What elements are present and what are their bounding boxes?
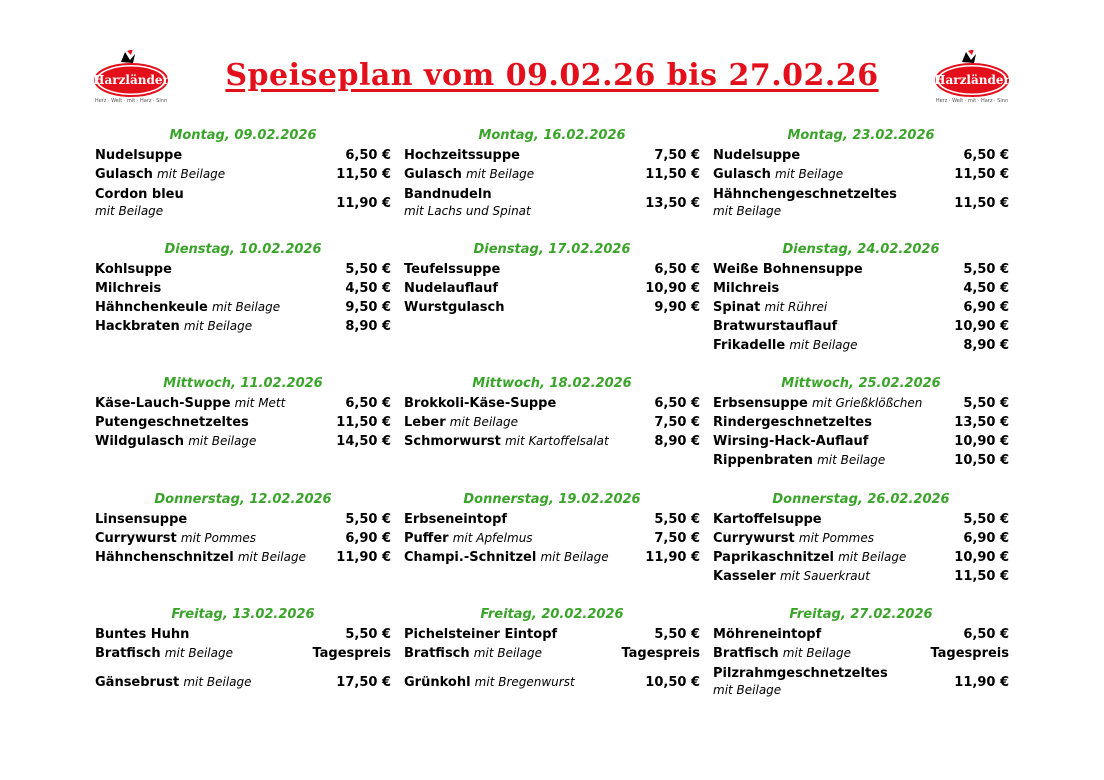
dish-side: mit Beilage xyxy=(164,646,233,660)
day-block xyxy=(404,374,700,451)
dish xyxy=(95,281,161,297)
dish-name: Bratfisch xyxy=(404,646,470,661)
dish-side: mit Kartoffelsalat xyxy=(504,434,609,448)
dish-name: Linsensuppe xyxy=(95,511,188,527)
menu-item xyxy=(95,529,391,548)
dish-price: 9,50 € xyxy=(345,300,391,315)
dish-side: mit Beilage xyxy=(95,204,164,218)
menu-item xyxy=(713,567,1009,586)
dish xyxy=(713,299,827,316)
dish xyxy=(404,187,531,219)
dish xyxy=(404,396,556,412)
dish xyxy=(713,512,822,528)
dish-side: mit Beilage xyxy=(183,319,253,333)
dish xyxy=(95,512,187,528)
menu-item xyxy=(404,644,700,663)
dish xyxy=(404,433,609,450)
dish-name: Bratfisch xyxy=(95,646,161,661)
menu-item xyxy=(95,317,391,336)
day-block xyxy=(404,240,700,317)
dish xyxy=(713,666,888,698)
dish-price: 6,90 € xyxy=(963,300,1009,315)
dish-side: mit Grießklößchen xyxy=(811,396,923,410)
menu-item xyxy=(95,165,391,184)
dish xyxy=(404,549,609,566)
svg-text:Harzländer: Harzländer xyxy=(93,73,169,87)
dish-side: mit Beilage xyxy=(237,550,306,564)
dish-name: Kartoffelsuppe xyxy=(713,511,822,527)
dish-price: 6,50 € xyxy=(654,262,700,277)
dish-price: 5,50 € xyxy=(654,512,700,527)
dish-name: Nudelauflauf xyxy=(404,280,499,296)
day-block xyxy=(95,240,391,336)
day-block xyxy=(404,490,700,567)
dish-name: Bandnudeln xyxy=(404,187,492,202)
dish xyxy=(713,434,868,450)
dish-side: mit Sauerkraut xyxy=(779,569,870,583)
dish-name: Hähnchenkeule xyxy=(95,300,208,315)
dish xyxy=(713,568,870,585)
menu-item xyxy=(404,260,700,279)
menu-item xyxy=(95,298,391,317)
menu-item xyxy=(713,279,1009,298)
dish-price: 9,90 € xyxy=(654,300,700,315)
dish-side: mit Beilage xyxy=(817,453,886,467)
dish xyxy=(404,414,518,431)
dish-name: Pilzrahmgeschnetzeltes xyxy=(713,666,888,681)
dish-name: Bratwurstauflauf xyxy=(713,318,838,334)
harzlaender-logo-graphic xyxy=(932,50,1012,106)
menu-item xyxy=(95,510,391,529)
dish-side: mit Beilage xyxy=(473,646,542,660)
day-heading: Montag, 16.02.2026 xyxy=(478,128,626,143)
menu-item xyxy=(404,394,700,413)
day-heading: Montag, 23.02.2026 xyxy=(787,128,935,143)
dish-price: 10,90 € xyxy=(954,434,1009,449)
dish-side: mit Beilage xyxy=(713,683,782,697)
dish xyxy=(713,262,863,278)
dish-side: mit Lachs und Spinat xyxy=(404,204,531,218)
dish-name: Nudelsuppe xyxy=(95,147,183,163)
dish-name: Hackbraten xyxy=(95,319,180,334)
dish-price: 13,50 € xyxy=(645,195,700,211)
dish xyxy=(713,530,874,547)
dish-price: 8,90 € xyxy=(345,319,391,334)
menu-item xyxy=(713,644,1009,663)
dish-price: 17,50 € xyxy=(336,674,391,690)
menu-item xyxy=(404,279,700,298)
dish xyxy=(713,166,843,183)
dish-price: 11,50 € xyxy=(645,167,700,182)
dish xyxy=(404,262,500,278)
menu-item xyxy=(404,432,700,451)
dish-name: Cordon bleu xyxy=(95,187,184,202)
dish-side: mit Beilage xyxy=(713,204,782,218)
dish xyxy=(95,674,252,691)
dish-name: Kasseler xyxy=(713,569,776,584)
dish xyxy=(713,281,779,297)
dish-price: 11,90 € xyxy=(336,550,391,565)
dish-side: mit Beilage xyxy=(157,167,226,181)
dish-name: Bratfisch xyxy=(713,646,779,661)
harzlaender-logo-left xyxy=(91,50,171,106)
dish xyxy=(713,337,858,354)
menu-item xyxy=(95,432,391,451)
dish-side: mit Beilage xyxy=(466,167,535,181)
dish-name: Champi.-Schnitzel xyxy=(404,550,537,565)
dish-name: Frikadelle xyxy=(713,338,786,353)
menu-item xyxy=(713,298,1009,317)
dish-price: 5,50 € xyxy=(345,627,391,642)
dish-price: 6,90 € xyxy=(345,531,391,546)
menu-item xyxy=(404,548,700,567)
dish xyxy=(713,452,885,469)
dish-name: Wirsing-Hack-Auflauf xyxy=(713,433,869,449)
menu-item xyxy=(404,529,700,548)
dish-name: Grünkohl xyxy=(404,674,471,690)
day-block xyxy=(95,605,391,701)
dish-price: Tagespreis xyxy=(312,646,391,661)
dish xyxy=(713,415,872,431)
day-heading: Montag, 09.02.2026 xyxy=(169,128,317,143)
day-block xyxy=(404,605,700,701)
svg-text:Herz · Welt · mit · Harz · Sin: Herz · Welt · mit · Harz · Sinn xyxy=(935,98,1009,104)
dish-price: Tagespreis xyxy=(930,646,1009,661)
dish-price: 7,50 € xyxy=(654,531,700,546)
dish-name: Erbsensuppe xyxy=(713,396,808,411)
menu-item xyxy=(95,625,391,644)
dish-name: Teufelssuppe xyxy=(404,261,501,277)
menu-item xyxy=(713,165,1009,184)
dish-price: 4,50 € xyxy=(345,281,391,296)
day-heading: Dienstag, 17.02.2026 xyxy=(473,242,631,257)
dish xyxy=(404,281,498,297)
dish xyxy=(95,262,172,278)
dish xyxy=(95,530,256,547)
dish-name: Hochzeitssuppe xyxy=(404,147,520,163)
dish-price: 11,90 € xyxy=(954,674,1009,690)
dish-price: 10,90 € xyxy=(954,319,1009,334)
day-block xyxy=(95,126,391,222)
dish-price: 6,50 € xyxy=(963,627,1009,642)
dish-name: Rindergeschnetzeltes xyxy=(713,414,872,430)
dish-name: Käse-Lauch-Suppe xyxy=(95,396,231,411)
dish-name: Rippenbraten xyxy=(713,453,813,468)
harzlaender-logo-right xyxy=(932,50,1012,106)
dish xyxy=(95,415,249,431)
dish-name: Hähnchengeschnetzeltes xyxy=(713,187,897,202)
dish-price: 8,90 € xyxy=(963,338,1009,353)
dish xyxy=(404,300,504,316)
dish xyxy=(404,530,533,547)
dish-name: Möhreneintopf xyxy=(713,626,822,642)
dish-price: Tagespreis xyxy=(621,646,700,661)
day-heading: Freitag, 20.02.2026 xyxy=(480,607,624,622)
menu-item xyxy=(404,663,700,701)
dish xyxy=(95,166,225,183)
menu-item xyxy=(404,146,700,165)
day-heading: Dienstag, 24.02.2026 xyxy=(782,242,940,257)
dish-side: mit Rührei xyxy=(764,300,828,314)
dish xyxy=(404,674,575,691)
menu-item xyxy=(95,413,391,432)
dish-name: Gulasch xyxy=(713,167,771,182)
dish-name: Currywurst xyxy=(713,531,795,546)
dish-price: 5,50 € xyxy=(963,396,1009,411)
dish xyxy=(95,627,189,643)
day-block xyxy=(713,490,1009,586)
dish-side: mit Beilage xyxy=(775,167,844,181)
menu-item xyxy=(713,260,1009,279)
dish-side: mit Beilage xyxy=(211,300,281,314)
dish-side: mit Beilage xyxy=(838,550,907,564)
dish-name: Kohlsuppe xyxy=(95,261,172,277)
dish-side: mit Beilage xyxy=(782,646,851,660)
dish-name: Puffer xyxy=(404,531,449,546)
dish-name: Gänsebrust xyxy=(95,674,180,690)
day-block xyxy=(95,374,391,451)
dish-side: mit Beilage xyxy=(540,550,609,564)
dish xyxy=(713,395,922,412)
day-heading: Mittwoch, 18.02.2026 xyxy=(472,376,632,391)
dish-name: Gulasch xyxy=(95,167,153,182)
dish-side: mit Mett xyxy=(234,396,286,410)
page-title: Speiseplan vom 09.02.26 bis 27.02.26 xyxy=(225,58,879,93)
dish xyxy=(713,187,897,219)
menu-item xyxy=(404,413,700,432)
dish-price: 11,50 € xyxy=(954,167,1009,182)
dish-name: Leber xyxy=(404,415,446,430)
menu-item xyxy=(404,510,700,529)
dish xyxy=(404,148,520,164)
dish xyxy=(713,319,837,335)
dish xyxy=(713,645,851,662)
dish-price: 11,90 € xyxy=(645,550,700,565)
menu-item xyxy=(95,260,391,279)
dish-price: 4,50 € xyxy=(963,281,1009,296)
dish-price: 7,50 € xyxy=(654,415,700,430)
dish-price: 11,50 € xyxy=(336,415,391,430)
dish-price: 10,90 € xyxy=(645,281,700,296)
dish xyxy=(95,318,252,335)
menu-item xyxy=(95,279,391,298)
dish-price: 10,90 € xyxy=(954,550,1009,565)
dish-name: Schmorwurst xyxy=(404,434,501,449)
dish-price: 5,50 € xyxy=(345,262,391,277)
dish-price: 11,50 € xyxy=(336,167,391,182)
day-heading: Mittwoch, 25.02.2026 xyxy=(781,376,941,391)
dish-name: Wurstgulasch xyxy=(404,299,505,315)
dish-price: 10,50 € xyxy=(645,674,700,690)
dish-name: Wildgulasch xyxy=(95,434,185,449)
dish xyxy=(404,166,534,183)
dish-price: 10,50 € xyxy=(954,453,1009,468)
menu-item xyxy=(713,394,1009,413)
dish-name: Hähnchenschnitzel xyxy=(95,550,234,565)
dish-price: 14,50 € xyxy=(336,434,391,449)
dish-name: Spinat xyxy=(713,300,761,315)
menu-item xyxy=(713,510,1009,529)
dish-name: Buntes Huhn xyxy=(95,626,190,642)
dish-name: Milchreis xyxy=(95,280,162,296)
dish xyxy=(95,148,182,164)
day-block xyxy=(95,490,391,567)
dish-name: Weiße Bohnensuppe xyxy=(713,261,863,277)
dish xyxy=(95,433,256,450)
menu-item xyxy=(713,451,1009,470)
svg-text:Herz · Welt · mit · Harz · Sin: Herz · Welt · mit · Harz · Sinn xyxy=(94,98,168,104)
dish xyxy=(95,645,233,662)
dish-name: Erbseneintopf xyxy=(404,511,508,527)
dish-name: Pichelsteiner Eintopf xyxy=(404,626,558,642)
dish-price: 13,50 € xyxy=(954,415,1009,430)
day-block xyxy=(404,126,700,222)
dish-price: 6,90 € xyxy=(963,531,1009,546)
day-heading: Freitag, 13.02.2026 xyxy=(171,607,315,622)
dish-price: 8,90 € xyxy=(654,434,700,449)
dish xyxy=(404,512,507,528)
day-block xyxy=(713,605,1009,701)
dish-price: 5,50 € xyxy=(963,512,1009,527)
dish-price: 7,50 € xyxy=(654,148,700,163)
menu-item xyxy=(95,394,391,413)
dish xyxy=(95,395,285,412)
menu-item xyxy=(404,184,700,222)
menu-item xyxy=(713,663,1009,701)
menu-item xyxy=(713,548,1009,567)
dish-name: Gulasch xyxy=(404,167,462,182)
day-block xyxy=(713,126,1009,222)
menu-item xyxy=(95,548,391,567)
menu-item xyxy=(713,413,1009,432)
dish xyxy=(713,549,906,566)
menu-item xyxy=(95,184,391,222)
dish-name: Currywurst xyxy=(95,531,177,546)
dish xyxy=(713,627,821,643)
menu-item xyxy=(713,146,1009,165)
dish xyxy=(95,549,306,566)
dish-price: 5,50 € xyxy=(654,627,700,642)
dish-side: mit Pommes xyxy=(798,531,875,545)
day-block xyxy=(713,374,1009,470)
dish-price: 6,50 € xyxy=(963,148,1009,163)
day-block xyxy=(713,240,1009,355)
day-heading: Donnerstag, 19.02.2026 xyxy=(463,492,641,507)
menu-item xyxy=(713,529,1009,548)
dish-side: mit Beilage xyxy=(789,338,858,352)
menu-item xyxy=(713,625,1009,644)
dish-price: 6,50 € xyxy=(345,396,391,411)
menu-item xyxy=(713,184,1009,222)
dish xyxy=(95,299,280,316)
menu-item xyxy=(713,432,1009,451)
dish-name: Milchreis xyxy=(713,280,780,296)
menu-item xyxy=(95,146,391,165)
dish-side: mit Pommes xyxy=(180,531,257,545)
dish xyxy=(713,148,800,164)
dish-name: Putengeschnetzeltes xyxy=(95,414,249,430)
svg-text:Harzländer: Harzländer xyxy=(934,73,1010,87)
menu-item xyxy=(95,644,391,663)
dish-side: mit Beilage xyxy=(183,674,252,689)
menu-item xyxy=(713,336,1009,355)
dish xyxy=(404,627,557,643)
dish-name: Brokkoli-Käse-Suppe xyxy=(404,395,557,411)
dish-price: 11,90 € xyxy=(336,195,391,211)
dish-price: 11,50 € xyxy=(954,569,1009,584)
dish-price: 6,50 € xyxy=(654,396,700,411)
dish-side: mit Beilage xyxy=(449,415,518,429)
dish-price: 5,50 € xyxy=(963,262,1009,277)
menu-item xyxy=(404,298,700,317)
day-heading: Donnerstag, 26.02.2026 xyxy=(772,492,950,507)
day-heading: Dienstag, 10.02.2026 xyxy=(164,242,322,257)
dish-price: 5,50 € xyxy=(345,512,391,527)
menu-item xyxy=(713,317,1009,336)
dish-name: Paprikaschnitzel xyxy=(713,550,835,565)
menu-item xyxy=(404,165,700,184)
day-heading: Freitag, 27.02.2026 xyxy=(789,607,933,622)
dish-side: mit Bregenwurst xyxy=(474,674,575,689)
dish xyxy=(95,187,184,219)
day-heading: Donnerstag, 12.02.2026 xyxy=(154,492,332,507)
dish-side: mit Beilage xyxy=(188,434,257,448)
dish xyxy=(404,645,542,662)
dish-price: 11,50 € xyxy=(954,195,1009,211)
dish-name: Nudelsuppe xyxy=(713,147,801,163)
dish-side: mit Apfelmus xyxy=(452,531,533,545)
harzlaender-logo-graphic xyxy=(91,50,171,106)
menu-item xyxy=(404,625,700,644)
day-heading: Mittwoch, 11.02.2026 xyxy=(163,376,323,391)
dish-price: 6,50 € xyxy=(345,148,391,163)
menu-item xyxy=(95,663,391,701)
